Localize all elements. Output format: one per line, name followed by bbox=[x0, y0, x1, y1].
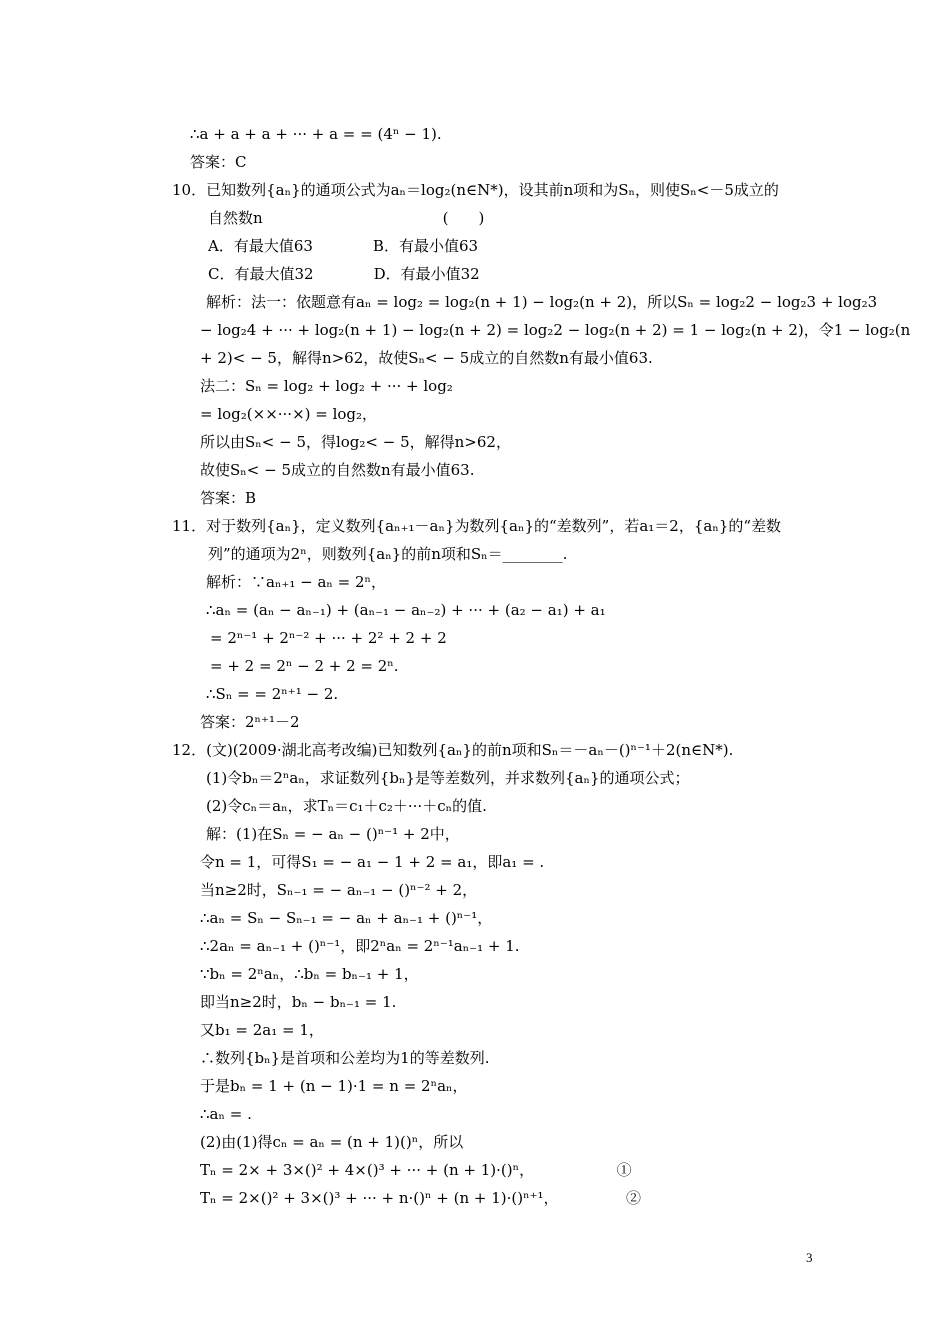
solution-line: ∴数列{bₙ}是首项和公差均为1的等差数列. bbox=[200, 1049, 490, 1067]
solution-line: = 2ⁿ⁻¹ + 2ⁿ⁻² + ··· + 2² + 2 + 2 bbox=[210, 629, 447, 647]
solution-line: 解：(1)在Sₙ = − aₙ − ()ⁿ⁻¹ + 2中， bbox=[206, 825, 460, 843]
solution-line: = log₂(××···×) = log₂， bbox=[200, 405, 378, 423]
solution-line: 于是bₙ = 1 + (n − 1)·1 = n = 2ⁿaₙ， bbox=[200, 1077, 468, 1095]
question-12: 12．(文)(2009·湖北高考改编)已知数列{aₙ}的前n项和Sₙ＝－aₙ－()ⁿ⁻¹＋2(n∈N*). bbox=[172, 741, 734, 759]
solution-line: ∴aₙ = . bbox=[200, 1105, 252, 1123]
answer-line: 答案：2ⁿ⁺¹－2 bbox=[200, 713, 300, 731]
solution-line: ∴aₙ = (aₙ − aₙ₋₁) + (aₙ₋₁ − aₙ₋₂) + ··· + (a₂ − a₁) + a₁ bbox=[206, 601, 606, 619]
page-number: 3 bbox=[806, 1250, 813, 1265]
solution-line: 即当n≥2时，bₙ − bₙ₋₁ = 1. bbox=[200, 993, 397, 1011]
text-line: (1)令bₙ＝2ⁿaₙ，求证数列{bₙ}是等差数列，并求数列{aₙ}的通项公式； bbox=[206, 769, 690, 787]
solution-line: ∴aₙ = Sₙ − Sₙ₋₁ = − aₙ + aₙ₋₁ + ()ⁿ⁻¹， bbox=[200, 909, 493, 927]
solution-line: − log₂4 + ··· + log₂(n + 1) − log₂(n + 2) = log₂2 − log₂(n + 2) = 1 − log₂(n + 2)，令1 − log₂(n bbox=[200, 321, 911, 339]
solution-line: 又b₁ = 2a₁ = 1， bbox=[200, 1021, 324, 1039]
solution-line: (2)由(1)得cₙ = aₙ = (n + 1)()ⁿ，所以 bbox=[200, 1133, 464, 1151]
solution-line: 故使Sₙ< − 5成立的自然数n有最小值63. bbox=[200, 461, 475, 479]
option-line: A．有最大值63 B．有最小值63 bbox=[208, 237, 479, 255]
answer-line: 答案：B bbox=[200, 489, 257, 507]
solution-line: = + 2 = 2ⁿ − 2 + 2 = 2ⁿ. bbox=[210, 657, 399, 675]
solution-line: + 2)< − 5，解得n>62，故使Sₙ< − 5成立的自然数n有最小值63. bbox=[200, 349, 653, 367]
solution-line: 法二：Sₙ = log₂ + log₂ + ··· + log₂ bbox=[200, 377, 453, 395]
equation-1: Tₙ = 2× + 3×()² + 4×()³ + ··· + (n + 1)·()ⁿ， ① bbox=[200, 1161, 632, 1179]
solution-line: ∴2aₙ = aₙ₋₁ + ()ⁿ⁻¹，即2ⁿaₙ = 2ⁿ⁻¹aₙ₋₁ + 1. bbox=[200, 937, 520, 955]
question-11: 11．对于数列{aₙ}，定义数列{aₙ₊₁－aₙ}为数列{aₙ}的“差数列”，若a₁＝2，{aₙ}的“差数 bbox=[172, 517, 782, 535]
solution-line: 解析：∵aₙ₊₁ − aₙ = 2ⁿ， bbox=[206, 573, 387, 591]
equation-2: Tₙ = 2×()² + 3×()³ + ··· + n·()ⁿ + (n + 1)·()ⁿ⁺¹， ② bbox=[200, 1189, 642, 1207]
solution-line: ∵bₙ = 2ⁿaₙ，∴bₙ = bₙ₋₁ + 1， bbox=[200, 965, 419, 983]
solution-line: ∴Sₙ = = 2ⁿ⁺¹ − 2. bbox=[206, 685, 339, 703]
text-line: 自然数n ( ) bbox=[208, 209, 485, 227]
question-10: 10．已知数列{aₙ}的通项公式为aₙ＝log₂(n∈N*)，设其前n项和为Sₙ，则使Sₙ<－5成立的 bbox=[172, 181, 779, 199]
solution-line: 当n≥2时，Sₙ₋₁ = − aₙ₋₁ − ()ⁿ⁻² + 2， bbox=[200, 881, 478, 899]
text-line: ∴a + a + a + ··· + a = = (4ⁿ − 1). bbox=[190, 125, 442, 143]
solution-line: 所以由Sₙ< − 5，得log₂< − 5，解得n>62， bbox=[200, 433, 511, 451]
solution-line: 解析：法一：依题意有aₙ = log₂ = log₂(n + 1) − log₂(n + 2)，所以Sₙ = log₂2 − log₂3 + log₂3 bbox=[206, 293, 878, 311]
solution-line: 令n = 1，可得S₁ = − a₁ − 1 + 2 = a₁，即a₁ = . bbox=[200, 853, 545, 871]
option-line: C．有最大值32 D．有最小值32 bbox=[208, 265, 480, 283]
text-line: (2)令cₙ＝aₙ，求Tₙ＝c₁＋c₂＋···＋cₙ的值. bbox=[206, 797, 487, 815]
answer-line: 答案：C bbox=[190, 153, 247, 171]
text-line: 列”的通项为2ⁿ，则数列{aₙ}的前n项和Sₙ＝________. bbox=[208, 545, 568, 563]
